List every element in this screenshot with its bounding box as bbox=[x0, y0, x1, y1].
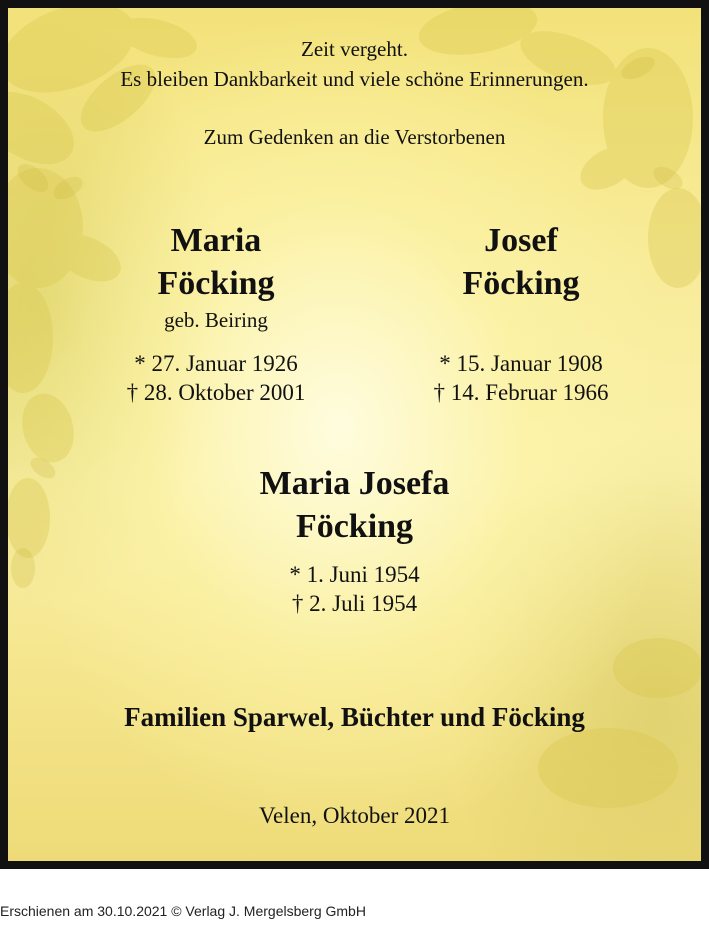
person-3-died: † 2. Juli 1954 bbox=[291, 591, 418, 616]
person-3-born: * 1. Juni 1954 bbox=[289, 562, 420, 587]
place-date: Velen, Oktober 2021 bbox=[259, 803, 450, 828]
memorial-heading: Zum Gedenken an die Verstorbenen bbox=[203, 125, 506, 149]
person-2-died: † 14. Februar 1966 bbox=[433, 380, 609, 405]
person-1-birth-name: geb. Beiring bbox=[164, 308, 268, 332]
person-3-first-name: Maria Josefa bbox=[259, 465, 450, 502]
person-1-died: † 28. Oktober 2001 bbox=[126, 380, 306, 405]
person-1-born: * 27. Januar 1926 bbox=[134, 351, 298, 376]
person-1-first-name: Maria bbox=[170, 222, 262, 259]
person-2-last-name: Föcking bbox=[462, 265, 580, 302]
person-1-last-name: Föcking bbox=[157, 265, 275, 302]
motto-line-2: Es bleiben Dankbarkeit und viele schöne Erinnerungen. bbox=[120, 67, 589, 91]
motto-line-1: Zeit vergeht. bbox=[301, 37, 408, 61]
person-3-last-name: Föcking bbox=[295, 508, 414, 545]
publication-footer: Erschienen am 30.10.2021 © Verlag J. Mergelsberg GmbH bbox=[0, 903, 366, 919]
person-2-first-name: Josef bbox=[484, 222, 558, 259]
person-2-born: * 15. Januar 1908 bbox=[439, 351, 603, 376]
families-signature: Familien Sparwel, Büchter und Föcking bbox=[124, 702, 585, 732]
